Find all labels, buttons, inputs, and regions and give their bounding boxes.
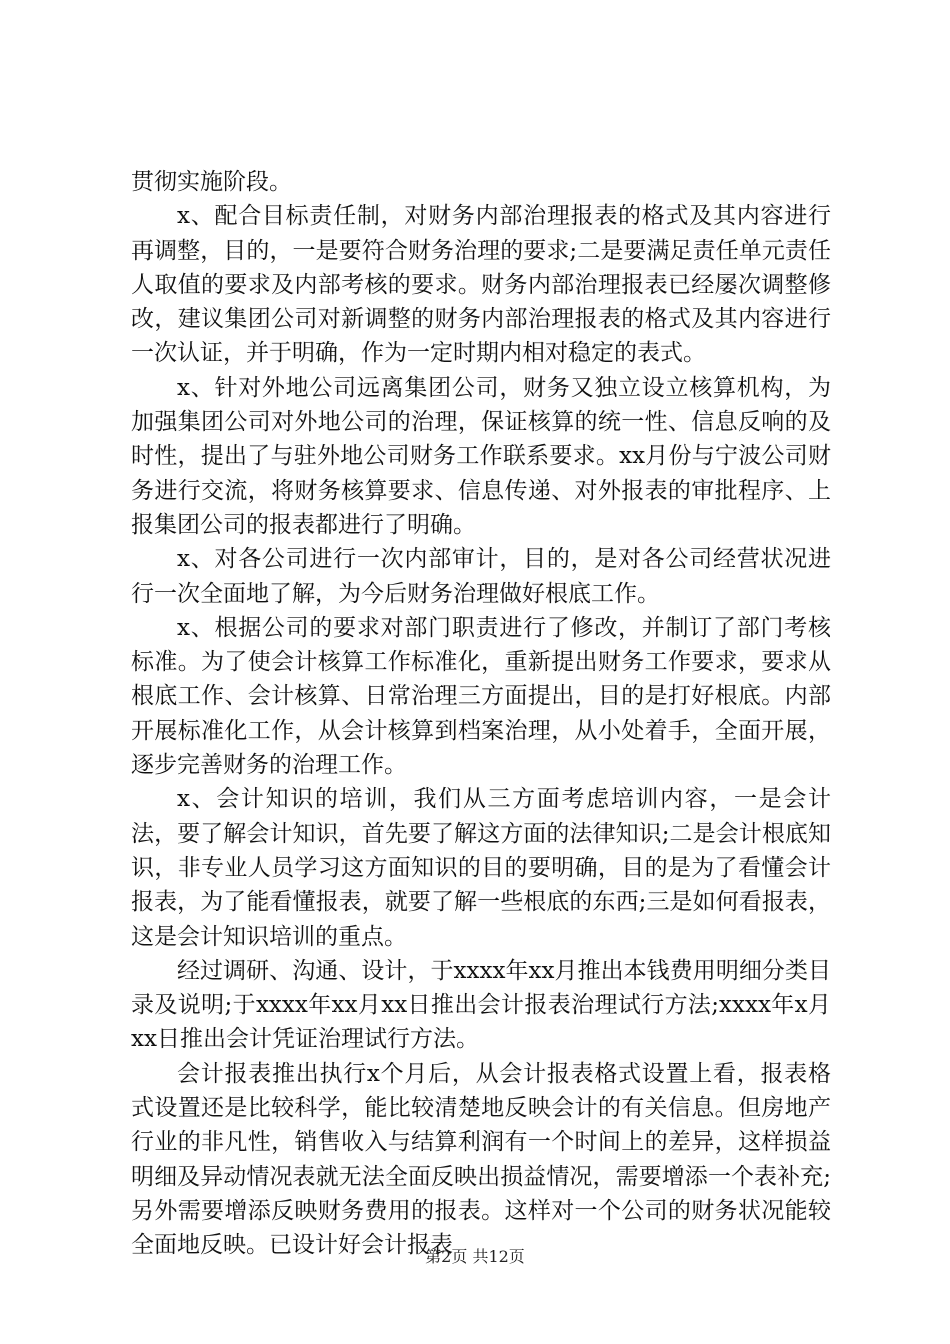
paragraph-remote-companies: x、针对外地公司远离集团公司，财务又独立设立核算机构，为加强集团公司对外地公司的治理，保证核算的统一性、信息反响的及时性，提出了与驻外地公司财务工作联系要求。xx月份与宁波公司财务进行交流，将财务核算要求、信息传递、对外报表的审批程序、上报集团公司的报表都进行了明确。: [131, 374, 831, 538]
paragraph-report-format: x、配合目标责任制，对财务内部治理报表的格式及其内容进行再调整，目的，一是要符合财务治理的要求;二是要满足责任单元责任人取值的要求及内部考核的要求。财务内部治理报表已经屡次调整修改，建议集团公司对新调整的财务内部治理报表的格式及其内容进行一次认证，并于明确，作为一定时期内相对稳定的表式。: [131, 203, 831, 367]
paragraph-accounting-training: x、会计知识的培训，我们从三方面考虑培训内容，一是会计法，要了解会计知识，首先要了解这方面的法律知识;二是会计根底知识，非专业人员学习这方面知识的目的要明确，目的是为了看懂会计报表，为了能看懂报表，就要了解一些根底的东西;三是如何看报表，这是会计知识培训的重点。: [131, 786, 831, 950]
paragraph-report-evaluation: 会计报表推出执行x个月后，从会计报表格式设置上看，报表格式设置还是比较科学，能比较清楚地反映会计的有关信息。但房地产行业的非凡性，销售收入与结算利润有一个时间上的差异，这样损益明细及异动情况表就无法全面反映出损益情况，需要增添一个表补充;另外需要增添反映财务费用的报表。这样对一个公司的财务状况能较全面地反映。已设计好会计报表: [131, 1060, 831, 1259]
document-body: [131, 165, 831, 1263]
paragraph-methods-released: 经过调研、沟通、设计，于xxxx年xx月推出本钱费用明细分类目录及说明;于xxxx年xx月xx日推出会计报表治理试行方法;xxxx年x月xx日推出会计凭证治理试行方法。: [131, 957, 831, 1053]
page-number-footer: 第2页 共12页: [425, 1247, 525, 1266]
paragraph-internal-audit: x、对各公司进行一次内部审计，目的，是对各公司经营状况进行一次全面地了解，为今后财务治理做好根底工作。: [131, 546, 831, 607]
paragraph-department-duties: x、根据公司的要求对部门职责进行了修改，并制订了部门考核标准。为了使会计核算工作标准化，重新提出财务工作要求，要求从根底工作、会计核算、日常治理三方面提出，目的是打好根底。内部开展标准化工作，从会计核算到档案治理，从小处着手，全面开展，逐步完善财务的治理工作。: [131, 614, 831, 779]
paragraph-continuation: 贯彻实施阶段。: [131, 169, 292, 195]
